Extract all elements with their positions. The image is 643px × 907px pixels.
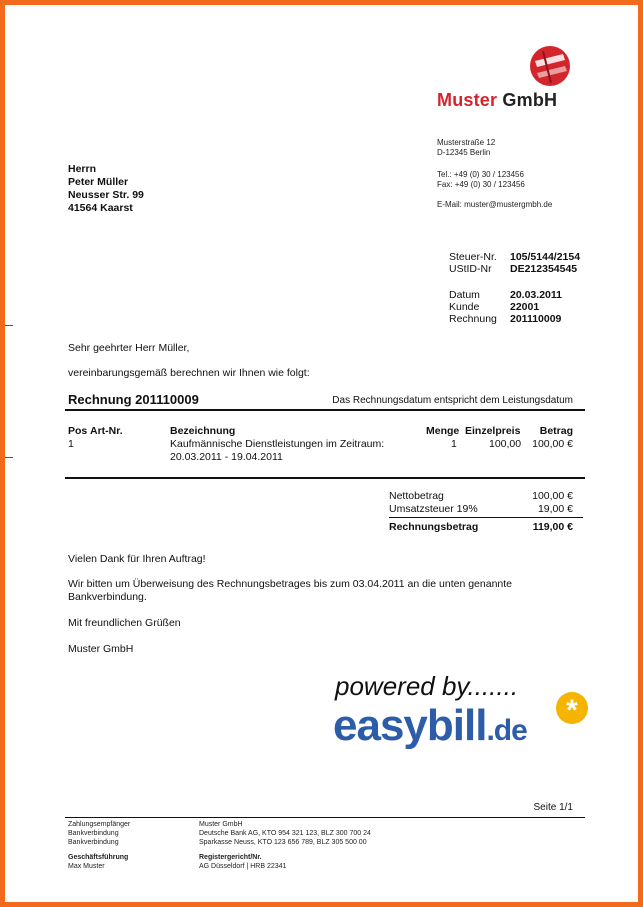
fold-mark [5,325,13,326]
powered-by-text: powered by....... [335,671,519,701]
title-divider [65,409,585,411]
invoice-number-value: 201110009 [510,313,562,325]
customer-label: Kunde [449,301,480,313]
row-unit-price: 100,00 [489,438,522,450]
company-email: E-Mail: muster@mustergmbh.de [437,200,553,209]
star-icon: * [556,692,588,724]
footer-divider [65,817,585,818]
easybill-logo [333,701,527,751]
payment-line1: Wir bitten um Überweisung des Rechnungsbetrages bis zum 03.04.2011 an die unten genannte [68,578,513,590]
recipient-name: Peter Müller [68,176,129,188]
footer-mgmt-value: Max Muster [68,863,105,870]
logo-name-part1: Muster [437,90,498,110]
invoice-number-label: Rechnung [449,313,497,325]
col-header-pos: Pos [68,425,88,437]
vat-value: 19,00 € [537,503,573,515]
footer-court-value: AG Düsseldorf | HRB 22341 [199,863,287,870]
footer-court-label: Registergericht/Nr. [199,854,262,861]
recipient-address [68,163,144,215]
totals-divider [389,517,583,518]
logo-name-part2: GmbH [502,90,558,110]
signature: Muster GmbH [68,643,134,655]
date-value: 20.03.2011 [510,289,562,301]
recipient-street: Neusser Str. 99 [68,189,144,201]
net-label: Nettobetrag [389,490,444,502]
footer-bank1-value: Deutsche Bank AG, KTO 954 321 123, BLZ 300 700 24 [199,830,371,837]
row-pos: 1 [68,438,74,450]
easybill-logo-tld: .de [486,714,527,747]
closing-text: Mit freundlichen Grüßen [68,617,181,629]
col-header-amount: Betrag [539,425,573,437]
footer-bank2-label: Bankverbindung [68,839,119,846]
invoice-subtitle: Das Rechnungsdatum entspricht dem Leistungsdatum [332,395,573,406]
footer-mgmt-label: Geschäftsführung [68,854,129,861]
page-number: Seite 1/1 [533,802,573,813]
intro-text: vereinbarungsgemäß berechnen wir Ihnen wie folgt: [68,367,310,379]
total-label: Rechnungsbetrag [389,521,479,533]
vat-label: Umsatzsteuer 19% [389,503,478,515]
company-logo-text [437,90,557,111]
footer-bank2-value: Sparkasse Neuss, KTO 123 656 789, BLZ 305 500 00 [199,839,367,846]
vat-id-label: UStID-Nr [449,263,492,275]
tax-number-value: 105/5144/2154 [510,251,581,263]
total-value: 119,00 € [532,521,573,533]
footer-bank1-label: Bankverbindung [68,830,119,837]
table-divider [65,477,585,479]
footer-payee-value: Muster GmbH [199,821,243,828]
company-street: Musterstraße 12 [437,138,496,147]
thanks-text: Vielen Dank für Ihren Auftrag! [68,553,206,565]
recipient-city: 41564 Kaarst [68,202,133,214]
payment-line2: Bankverbindung. [68,591,147,603]
col-header-art: Art-Nr. [90,425,123,437]
col-header-qty: Menge [426,425,460,437]
footer-payee-label: Zahlungsempfänger [68,821,131,828]
customer-value: 22001 [510,301,540,313]
company-fax: Fax: +49 (0) 30 / 123456 [437,180,525,189]
recipient-salutation: Herrn [68,163,97,175]
vat-id-value: DE212354545 [510,263,578,275]
easybill-logo-name: easybill [333,701,487,750]
company-logo-icon [529,45,571,87]
row-qty: 1 [451,438,457,450]
row-amount: 100,00 € [532,438,573,450]
company-city: D-12345 Berlin [437,148,491,157]
fold-mark [5,457,13,458]
greeting: Sehr geehrter Herr Müller, [68,342,190,354]
net-value: 100,00 € [532,490,573,502]
col-header-desc: Bezeichnung [170,425,236,437]
tax-number-label: Steuer-Nr. [449,251,497,263]
row-desc-line2: 20.03.2011 - 19.04.2011 [170,451,283,463]
invoice-title: Rechnung 201110009 [68,392,199,407]
col-header-unit: Einzelpreis [465,425,521,437]
row-desc-line1: Kaufmännische Dienstleistungen im Zeitraum: [170,438,385,450]
date-label: Datum [449,289,480,301]
company-tel: Tel.: +49 (0) 30 / 123456 [437,170,524,179]
